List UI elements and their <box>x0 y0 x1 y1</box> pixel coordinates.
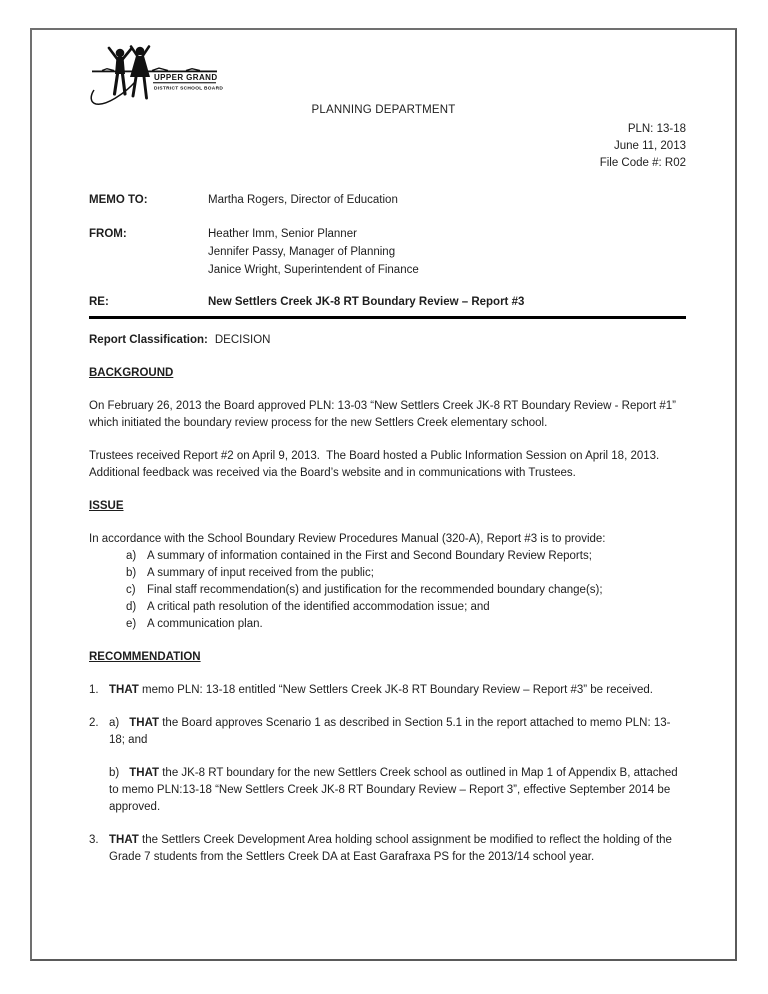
item-text: the Settlers Creek Development Area holding school assignment be modified to reflect the holding of the Grade 7 students from the Settlers Creek DA at East Garafraxa PS for the 2013/14 school year. <box>109 834 672 863</box>
memo-to-value: Martha Rogers, Director of Education <box>208 194 398 206</box>
list-text: A critical path resolution of the identified accommodation issue; and <box>147 601 490 613</box>
background-paragraph: On February 26, 2013 the Board approved PLN: 13-03 “New Settlers Creek JK-8 RT Boundary Review - Report #1” which initiated the boundary review process for the new Settlers Creek elementary school. <box>89 400 680 429</box>
background-paragraph: Trustees received Report #2 on April 9, 2013. The Board hosted a Public Information Session on April 18, 2013. Additional feedback was received via the Board’s website and in communications with Trustees. <box>89 450 665 479</box>
recommendation-item <box>89 682 686 699</box>
memo-from-row <box>89 225 686 279</box>
memo-to-label: MEMO TO: <box>89 194 148 206</box>
recommendation-item <box>89 715 686 749</box>
item-body <box>109 832 686 866</box>
memo-re-value: New Settlers Creek JK-8 RT Boundary Review – Report #3 <box>208 296 525 308</box>
list-marker: d) <box>126 601 137 613</box>
from-line: Heather Imm, Senior Planner <box>208 228 357 240</box>
list-item <box>89 565 686 582</box>
from-line: Jennifer Passy, Manager of Planning <box>208 246 396 258</box>
jumping-children-logo-icon <box>88 44 240 110</box>
list-item <box>89 582 686 599</box>
memo-from-label: FROM: <box>89 228 127 240</box>
logo-text-line1: UPPER GRAND <box>154 73 218 82</box>
list-marker: c) <box>126 584 136 596</box>
issue-list <box>89 548 686 633</box>
item-number: 2. <box>89 717 99 729</box>
item-body <box>109 765 686 816</box>
item-sub-marker: a) <box>109 717 120 729</box>
divider-rule <box>89 316 686 319</box>
recommendation-item <box>89 832 686 866</box>
list-text: A communication plan. <box>147 618 263 630</box>
issue-intro: In accordance with the School Boundary Review Procedures Manual (320-A), Report #3 is to provide: <box>89 533 606 545</box>
item-number: 3. <box>89 834 99 846</box>
item-number <box>89 765 109 816</box>
list-item <box>89 548 686 565</box>
item-number: 1. <box>89 684 99 696</box>
item-body <box>109 715 686 749</box>
item-bold-text: THAT <box>129 717 160 729</box>
pln-number: PLN: 13-18 <box>627 123 686 135</box>
list-item <box>89 599 686 616</box>
school-board-logo <box>88 44 240 110</box>
reference-block <box>600 121 686 172</box>
recommendation-heading: RECOMMENDATION <box>89 651 201 663</box>
logo-text-line2: DISTRICT SCHOOL BOARD <box>154 86 224 92</box>
issue-heading: ISSUE <box>89 500 124 512</box>
memo-body <box>89 191 686 866</box>
memo-re-label: RE: <box>89 296 109 308</box>
memo-from-values <box>208 225 686 279</box>
file-code: File Code #: R02 <box>599 157 686 169</box>
list-marker: b) <box>126 567 137 579</box>
list-marker: e) <box>126 618 137 630</box>
item-bold-text: THAT <box>129 767 160 779</box>
background-heading: BACKGROUND <box>89 367 174 379</box>
list-marker: a) <box>126 550 137 562</box>
list-text: Final staff recommendation(s) and justification for the recommended boundary change(s); <box>147 584 603 596</box>
item-bold-text: THAT <box>109 684 139 696</box>
from-line: Janice Wright, Superintendent of Finance <box>208 264 419 276</box>
item-bold-text: THAT <box>109 834 139 846</box>
item-text: the JK-8 RT boundary for the new Settlers Creek school as outlined in Map 1 of Appendix B, attached to memo PLN:13-18 “New Settlers Creek JK-8 RT Boundary Review – Report 3”, effective September 2014 be approved. <box>109 767 678 813</box>
memo-re-row <box>89 293 686 311</box>
item-body <box>109 682 686 699</box>
memo-to-row <box>89 191 686 209</box>
item-sub-marker: b) <box>109 767 120 779</box>
list-text: A summary of information contained in the First and Second Boundary Review Reports; <box>147 550 592 562</box>
item-text: the Board approves Scenario 1 as described in Section 5.1 in the report attached to memo PLN: 13-18; and <box>109 717 671 746</box>
recommendation-item <box>89 765 686 816</box>
list-text: A summary of input received from the public; <box>147 567 374 579</box>
item-text: memo PLN: 13-18 entitled “New Settlers Creek JK-8 RT Boundary Review – Report #3” be received. <box>138 684 653 696</box>
classification-label: Report Classification: <box>89 334 208 346</box>
document-page <box>30 28 737 961</box>
memo-date: June 11, 2013 <box>613 140 686 152</box>
classification-value: DECISION <box>214 334 271 346</box>
department-title: PLANNING DEPARTMENT <box>311 104 456 116</box>
list-item <box>89 616 686 633</box>
report-classification-row <box>89 332 686 349</box>
